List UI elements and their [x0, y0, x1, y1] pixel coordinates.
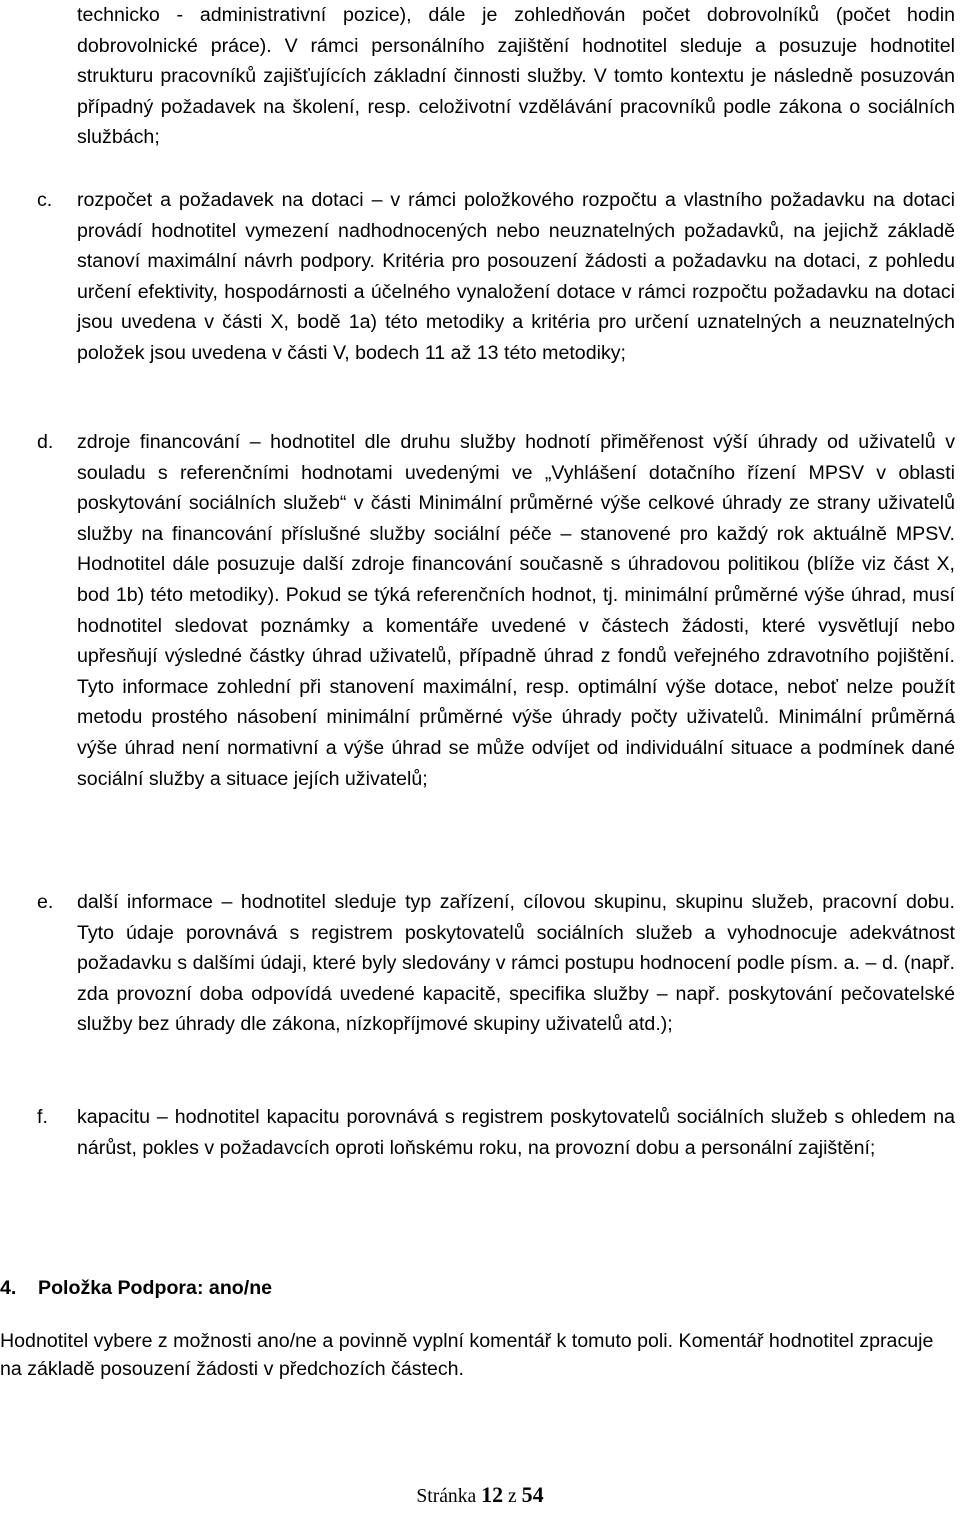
- list-item-f: [37, 1102, 955, 1163]
- section-text: Hodnotitel vybere z možnosti ano/ne a povinně vyplní komentář k tomuto poli. Komentář hodnotitel zpracuje na základě posouzení žádosti v předchozích částech.: [0, 1330, 934, 1380]
- list-item-d: [37, 427, 955, 794]
- footer-sep: z: [508, 1486, 517, 1507]
- section-paragraph: [0, 1327, 955, 1383]
- footer-page-number: 12: [481, 1482, 504, 1507]
- list-item-c: [37, 185, 955, 369]
- section-title: Položka Podpora: ano/ne: [38, 1277, 273, 1299]
- item-text: technicko - administrativní pozice), dále je zohledňován počet dobrovolníků (počet hodin dobrovolnické práce). V rámci personálního zajištění hodnotitel sleduje a posuzuje hodnotitel strukturu pracovníků zajišťujících základní činnosti služby. V tomto kontextu je následně posuzován případný požadavek na školení, resp. celoživotní vzdělávání pracovníků podle zákona o sociálních službách;: [77, 4, 955, 149]
- footer-total-pages: 54: [521, 1482, 544, 1507]
- list-item-continuation: [77, 0, 955, 153]
- item-text: zdroje financování – hodnotitel dle druhu služby hodnotí přiměřenost výší úhrady od uživatelů v souladu s referenčními hodnotami uvedenými ve „Vyhlášení dotačního řízení MPSV v oblasti poskytování sociálních služeb“ v části Minimální průměrné výše celkové úhrady ze strany uživatelů služby na financování příslušné služby sociální péče – stanovené pro každý rok aktuálně MPSV. Hodnotitel dále posuzuje další zdroje financování současně s úhradovou politikou (blíže viz část X, bod 1b) této metodiky). Pokud se týká referenčních hodnot, tj. minimální průměrné výše úhrad, musí hodnotitel sledovat poznámky a komentáře uvedené v částech žádosti, které vysvětlují nebo upřesňují výsledné částky úhrad uživatelů, případně úhrad z fondů veřejného zdravotního pojištění. Tyto informace zohlední při stanovení maximální, resp. optimální výše dotace, neboť nelze použít metodu prostého násobení minimální průměrné výše úhrady počty uživatelů. Minimální průměrná výše úhrad není normativní a výše úhrad se může odvíjet od individuální situace a podmínek dané sociální služby a situace jejích uživatelů;: [77, 431, 955, 790]
- item-marker: f.: [37, 1106, 48, 1128]
- item-marker: d.: [37, 431, 54, 453]
- item-marker: e.: [37, 891, 54, 913]
- item-text: rozpočet a požadavek na dotaci – v rámci položkového rozpočtu a vlastního požadavku na dotaci provádí hodnotitel vymezení nadhodnocených nebo neuznatelných požadavků, na jejichž základě stanoví maximální návrh podpory. Kritéria pro posouzení žádosti a požadavku na dotaci, z pohledu určení efektivity, hospodárnosti a účelného vynaložení dotace v rámci rozpočtu požadavku na dotaci jsou uvedena v části X, bodě 1a) této metodiky a kritéria pro určení uznatelných a neuznatelných položek jsou uvedena v části V, bodech 11 až 13 této metodiky;: [77, 189, 955, 364]
- list-item-e: [37, 887, 955, 1040]
- page-footer: [0, 1482, 960, 1508]
- section-number: 4.: [0, 1277, 17, 1299]
- footer-prefix: Stránka: [416, 1486, 477, 1507]
- item-marker: c.: [37, 189, 53, 211]
- item-text: další informace – hodnotitel sleduje typ zařízení, cílovou skupinu, skupinu služeb, pracovní dobu. Tyto údaje porovnává s registrem poskytovatelů sociálních služeb a vyhodnocuje adekvátnost požadavku s dalšími údaji, které byly sledovány v rámci postupu hodnocení podle písm. a. – d. (např. zda provozní doba odpovídá uvedené kapacitě, specifika služby – např. poskytování pečovatelské služby bez úhrady dle zákona, nízkopříjmové skupiny uživatelů atd.);: [77, 891, 955, 1036]
- section-heading: [0, 1274, 272, 1302]
- item-text: kapacitu – hodnotitel kapacitu porovnává s registrem poskytovatelů sociálních služeb s ohledem na nárůst, pokles v požadavcích oproti loňskému roku, na provozní dobu a personální zajištění;: [77, 1106, 955, 1159]
